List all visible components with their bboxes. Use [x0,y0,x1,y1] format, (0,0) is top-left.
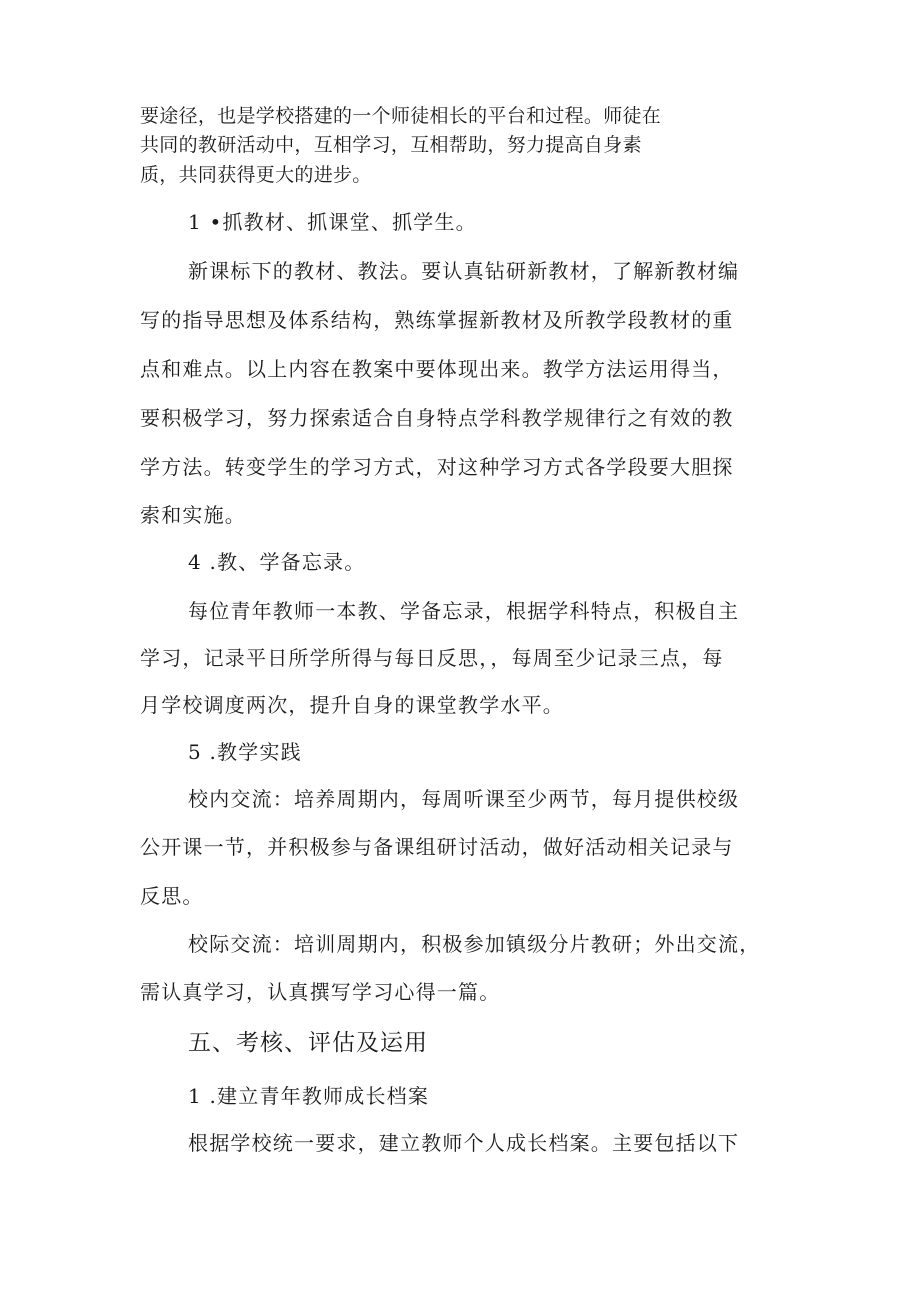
paragraph-2-line-1: 新课标下的教材、教法。要认真钻研新教材，了解新教材编 [188,259,740,283]
paragraph-4-line-2: 公开课一节，并积极参与备课组研讨活动，做好活动相关记录与 [140,835,734,859]
section-5-heading: 五、考核、评估及运用 [188,1030,428,1056]
item-5-title: 5 .教学实践 [188,740,302,764]
paragraph-6-line-1: 根据学校统一要求，建立教师个人成长档案。主要包括以下 [188,1131,740,1155]
intro-line-1: 要途径，也是学校搭建的一个师徒相长的平台和过程。师徒在 [140,105,662,127]
paragraph-5-line-2: 需认真学习，认真撰写学习心得一篇。 [140,980,501,1004]
paragraph-2-line-3: 点和难点。以上内容在教案中要体现出来。教学方法运用得当， [140,357,734,381]
paragraph-3-line-2: 学习，记录平日所学所得与每日反思，，每周至少记录三点，每 [140,646,724,670]
item-1-title: 1 •抓教材、抓课堂、抓学生。 [188,210,477,234]
intro-line-3: 质，共同获得更大的进步。 [140,164,372,186]
paragraph-5-line-1: 校际交流：培训周期内，积极参加镇级分片教研；外出交流， [188,932,761,956]
paragraph-4-line-1: 校内交流：培养周期内，每周听课至少两节，每月提供校级 [188,787,740,811]
intro-line-2: 共同的教研活动中，互相学习，互相帮助，努力提高自身素 [140,134,642,156]
paragraph-2-line-2: 写的指导思想及体系结构，熟练掌握新教材及所教学段教材的重 [140,308,734,332]
paragraph-2-line-5: 学方法。转变学生的学习方式，对这种学习方式各学段要大胆探 [140,455,734,479]
paragraph-2-line-4: 要积极学习，努力探索适合自身特点学科教学规律行之有效的教 [140,406,734,430]
paragraph-2-line-6: 索和实施。 [140,503,246,527]
sub-1-title: 1 .建立青年教师成长档案 [188,1084,430,1108]
paragraph-3-line-1: 每位青年教师一本教、学备忘录，根据学科特点，积极自主 [188,599,740,623]
paragraph-4-line-3: 反思。 [140,884,204,908]
paragraph-3-line-3: 月学校调度两次，提升自身的课堂教学水平。 [140,693,564,717]
item-4-title: 4 .教、学备忘录。 [188,550,366,574]
